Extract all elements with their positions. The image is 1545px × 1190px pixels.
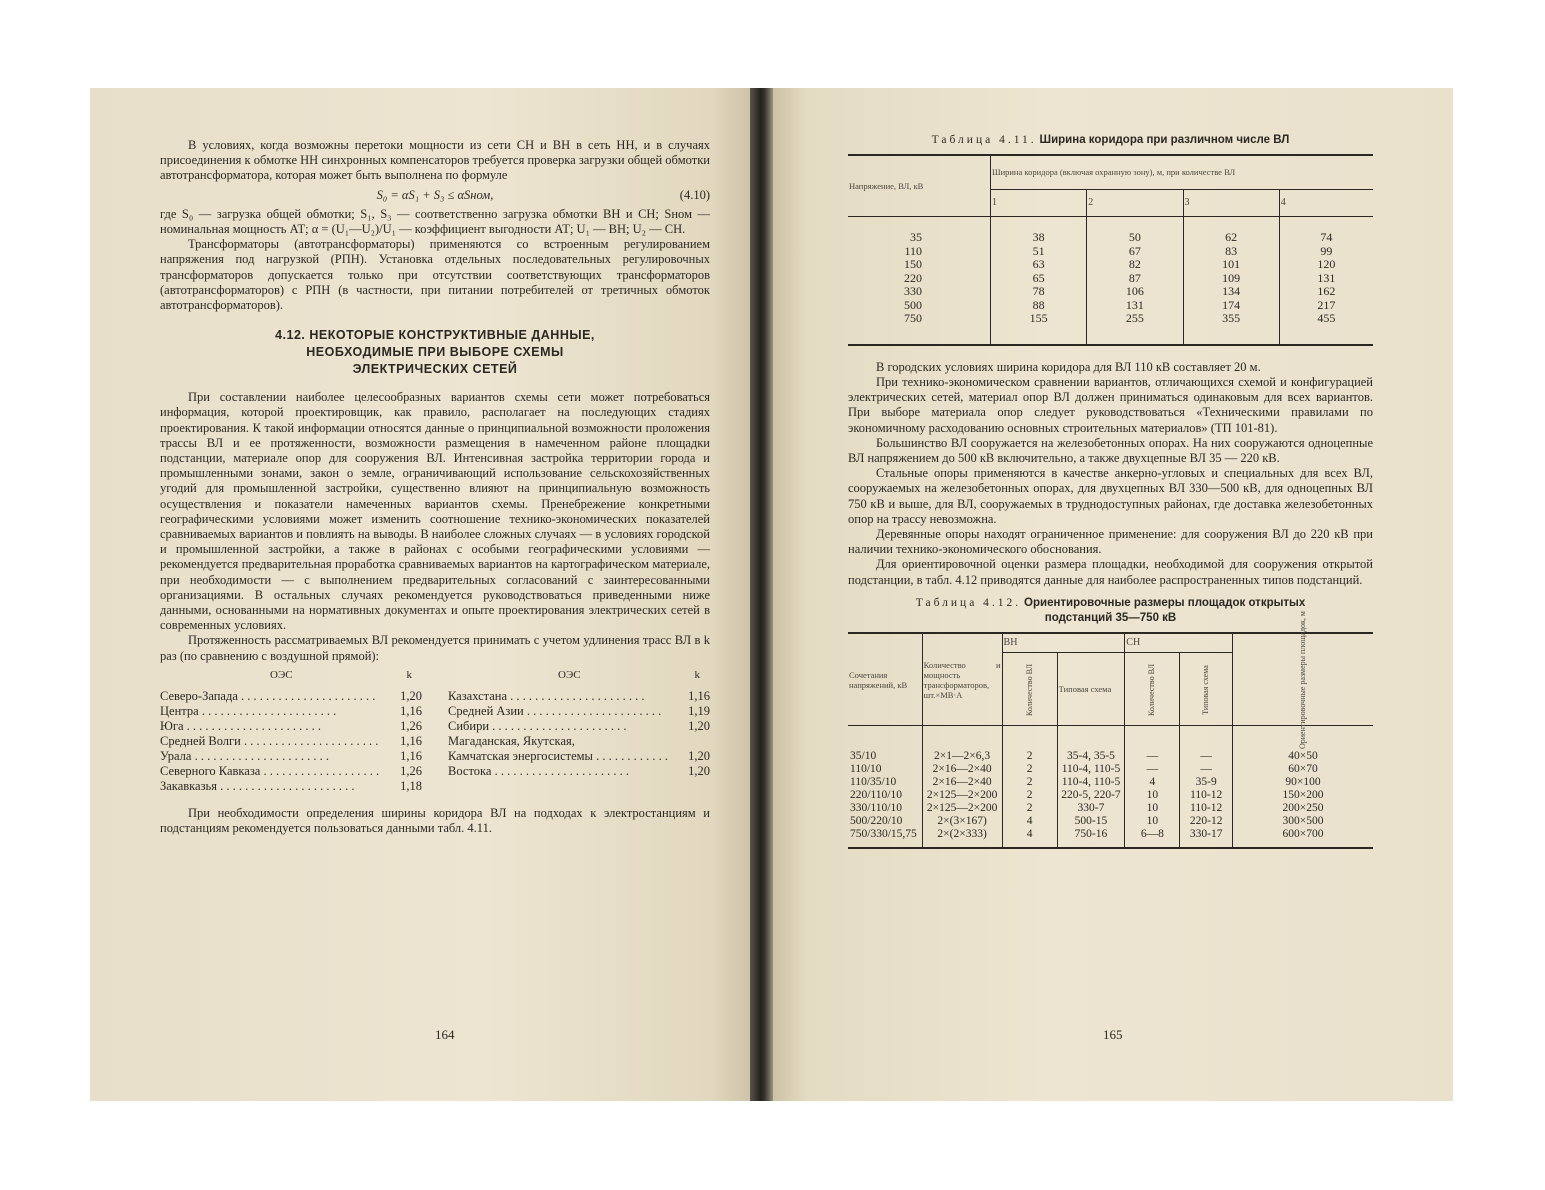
- oes-left-column: [160, 668, 422, 794]
- sn-lines-cell: —: [1125, 763, 1180, 776]
- comparison-paragraph: При технико-экономическом сравнении вариантов, отличающихся схемой и конфигурацией электрических сетей, материал опор ВЛ должен приниматься одинаковым для всех вариантов. При выборе материала опор следует руководствоваться «Техническими правилами по экономичному расходованию основных строительных материалов» (ТП 101-81).: [848, 374, 1373, 435]
- where-paragraph: где S₀ — загрузка общей обмотки; S₁, S₃ — соответственно загрузка обмотки ВН и СН; Sном — номинальная мощность АТ; α = (U₁—U₂)/U₁ — коэффициент выгодности АТ; U₁ — ВН; U₂ — СН.: [160, 206, 710, 237]
- oes-row: [448, 689, 710, 704]
- width-cell: 63: [991, 258, 1087, 272]
- combination-cell: 500/220/10: [848, 815, 922, 828]
- area-size-cell: 40×50: [1288, 750, 1318, 763]
- width-cell: 355: [1183, 312, 1279, 345]
- table-row: [848, 789, 1373, 802]
- substation-paragraph: Для ориентировочной оценки размера площадки, необходимой для сооружения открытой подстанции, в табл. 4.12 приводятся данные для наиболее распространенных типов подстанций.: [848, 557, 1373, 587]
- k-header: k: [694, 668, 700, 681]
- oes-k-value: 1,20: [400, 689, 422, 704]
- oes-name: Сибири . . .: [448, 719, 670, 734]
- table-4-11-label: Таблица 4.11.: [931, 134, 1037, 146]
- width-cell: 174: [1183, 299, 1279, 313]
- table-4-11-caption: [848, 133, 1373, 148]
- vn-lines-cell: 2: [1002, 726, 1057, 764]
- vn-scheme-cell: 220-5, 220-7: [1057, 789, 1125, 802]
- sn-scheme-cell: 110-12: [1180, 789, 1233, 802]
- oes-name: Урала . . .: [160, 749, 382, 764]
- lines-count-subheader: 1: [991, 189, 1087, 216]
- right-text-column: [848, 133, 1373, 849]
- left-page: [90, 88, 750, 1101]
- transformers-cell: 2×1—2×6,3: [922, 726, 1002, 764]
- oes-name: Средней Волги . . .: [160, 734, 382, 749]
- voltage-column-header: Напряжение, ВЛ, кВ: [848, 155, 991, 217]
- combination-cell: 220/110/10: [848, 789, 922, 802]
- transformers-cell: 2×(3×167): [922, 815, 1002, 828]
- voltage-cell: 110: [848, 245, 991, 259]
- width-cell: 38: [991, 217, 1087, 245]
- oes-row: [160, 764, 422, 779]
- table-4-12-caption: [848, 596, 1373, 626]
- area-size-cell: 200×250: [1282, 802, 1324, 815]
- oes-name: Камчатская энергосистемы . . .: [448, 749, 670, 764]
- steel-supports-paragraph: Стальные опоры применяются в качестве анкерно-угловых и специальных для всех ВЛ, сооружаемых на железобетонных опорах, для двухцепных ВЛ 330—500 кВ, для одноцепных ВЛ 750 кВ и выше, для ВЛ, сооружаемых в труднодоступных районах, где доставка железобетонных опор на трассу невозможна.: [848, 466, 1373, 526]
- k-header: k: [406, 668, 412, 681]
- width-cell: 50: [1087, 217, 1183, 245]
- formula-4-10: [160, 188, 710, 203]
- oes-name: Казахстана . . .: [448, 689, 670, 704]
- oes-row: [160, 704, 422, 719]
- width-cell: 88: [991, 299, 1087, 313]
- sn-typical-scheme-header: Типовая схема: [1180, 653, 1233, 726]
- oes-name: Юга . . .: [160, 719, 382, 734]
- table-row: [848, 285, 1373, 299]
- combination-cell: 35/10: [848, 726, 922, 764]
- table-row: [848, 258, 1373, 272]
- transformers-cell: 2×16—2×40: [922, 763, 1002, 776]
- table-4-12-title-line-1: Ориентировочные размеры площадок открытых: [1024, 596, 1306, 609]
- table-row: [848, 217, 1373, 245]
- sn-scheme-cell: 35-9: [1180, 776, 1233, 789]
- area-size-cell: 60×70: [1288, 763, 1318, 776]
- oes-name: Закавказья . . .: [160, 779, 382, 794]
- oes-row: [448, 749, 710, 764]
- width-cell: 106: [1087, 285, 1183, 299]
- width-cell: 162: [1317, 284, 1336, 299]
- corridor-paragraph: При необходимости определения ширины коридора ВЛ на подходах к электростанциям и подстанциям рекомендуется пользоваться данными табл. 4.11.: [160, 806, 710, 836]
- oes-row: [160, 749, 422, 764]
- sn-lines-cell: 10: [1125, 815, 1180, 828]
- corridor-width-header: Ширина коридора (включая охранную зону), м, при количестве ВЛ: [991, 155, 1374, 189]
- width-cell: 87: [1087, 272, 1183, 286]
- vn-lines-cell: 2: [1002, 776, 1057, 789]
- book-gutter: [750, 88, 773, 1101]
- width-cell: 82: [1087, 258, 1183, 272]
- oes-coefficient-list: [160, 668, 710, 794]
- oes-k-value: 1,16: [400, 749, 422, 764]
- sn-scheme-cell: —: [1180, 763, 1233, 776]
- table-row: [848, 776, 1373, 789]
- oes-right-column: [448, 668, 710, 794]
- vn-scheme-cell: 500-15: [1057, 815, 1125, 828]
- vn-lines-cell: 4: [1002, 815, 1057, 828]
- sn-scheme-cell: 330-17: [1180, 828, 1233, 848]
- vn-lines-cell: 4: [1002, 828, 1057, 848]
- oes-k-value: 1,19: [688, 704, 710, 719]
- table-row: [848, 815, 1373, 828]
- width-cell: 155: [991, 312, 1087, 345]
- oes-name: Северного Кавказа . . .: [160, 764, 382, 779]
- width-cell: 109: [1183, 272, 1279, 286]
- combination-header: Сочетания напряжений, кВ: [848, 633, 922, 726]
- voltage-cell: 500: [848, 299, 991, 313]
- sn-lines-cell: 4: [1125, 776, 1180, 789]
- page-number-left: 164: [435, 1027, 455, 1042]
- oes-header: ОЭС: [558, 668, 581, 681]
- heading-line-3: ЭЛЕКТРИЧЕСКИХ СЕТЕЙ: [352, 362, 518, 377]
- table-4-11: [848, 154, 1373, 346]
- oes-k-value: 1,16: [688, 689, 710, 704]
- sn-lines-cell: —: [1125, 726, 1180, 764]
- table-row: [848, 272, 1373, 286]
- width-cell: 99: [1320, 243, 1333, 258]
- oes-row: [160, 779, 422, 794]
- table-row: [848, 245, 1373, 259]
- oes-name: Центра . . .: [160, 704, 382, 719]
- vn-lines-count-header: Количество ВЛ: [1002, 653, 1057, 726]
- lines-count-subheader: 4: [1279, 189, 1373, 216]
- oes-k-value: 1,20: [688, 749, 710, 764]
- vn-lines-cell: 2: [1002, 763, 1057, 776]
- width-cell: 67: [1087, 245, 1183, 259]
- heading-line-1: 4.12. НЕКОТОРЫЕ КОНСТРУКТИВНЫЕ ДАННЫЕ,: [275, 328, 595, 343]
- oes-k-value: 1,18: [400, 779, 422, 794]
- oes-k-value: 1,16: [400, 734, 422, 749]
- oes-k-value: 1,26: [400, 764, 422, 779]
- table-row: [848, 299, 1373, 313]
- width-cell: 65: [991, 272, 1087, 286]
- oes-header: ОЭС: [270, 668, 293, 681]
- formula-text: S₀ = αS₁ + S₃ ≤ αSном,: [376, 187, 494, 202]
- transformers-cell: 2×125—2×200: [922, 789, 1002, 802]
- concrete-supports-paragraph: Большинство ВЛ сооружается на железобетонных опорах. На них сооружаются одноцепные ВЛ напряжением до 500 кВ включительно, а также двухцепные ВЛ 35 — 220 кВ.: [848, 435, 1373, 465]
- combination-cell: 750/330/15,75: [848, 828, 922, 848]
- area-size-header: Ориентировочные размеры площадок, м: [1232, 633, 1373, 726]
- oes-k-value: 1,16: [400, 704, 422, 719]
- lines-count-subheader: 2: [1087, 189, 1183, 216]
- voltage-cell: 750: [848, 312, 991, 345]
- transformers-cell: 2×125—2×200: [922, 802, 1002, 815]
- combination-cell: 110/10: [848, 763, 922, 776]
- transformers-paragraph: Трансформаторы (автотрансформаторы) применяются со встроенным регулированием напряжения под нагрузкой (РПН). Установка отдельных последовательных регулировочных трансформаторов допускается только при отсутствии соответствующих трансформаторов (автотрансформаторов) с РПН (в частности, при питании потребителей от третичных обмоток автотрансформаторов).: [160, 237, 710, 313]
- oes-row: [160, 719, 422, 734]
- formula-number: (4.10): [679, 187, 710, 202]
- voltage-cell: 150: [848, 258, 991, 272]
- table-row: [848, 312, 1373, 345]
- sn-lines-cell: 10: [1125, 802, 1180, 815]
- book-spread: [90, 88, 1453, 1101]
- left-text-column: [160, 138, 710, 837]
- area-size-cell: 150×200: [1282, 789, 1324, 802]
- sn-header: СН: [1125, 633, 1233, 653]
- wooden-supports-paragraph: Деревянные опоры находят ограниченное применение: для сооружения ВЛ до 220 кВ при наличии технико-экономического обоснования.: [848, 526, 1373, 557]
- intro-paragraph: В условиях, когда возможны перетоки мощности из сети СН и ВН в сеть НН, и в случаях присоединения к обмотке НН синхронных компенсаторов требуется проверка загрузки общей обмотки автотрансформатора, которая может быть выполнена по формуле: [160, 138, 710, 183]
- table-row: [848, 828, 1373, 848]
- voltage-cell: 35: [848, 217, 991, 245]
- sn-lines-count-header: Количество ВЛ: [1125, 653, 1180, 726]
- vn-header: ВН: [1002, 633, 1125, 653]
- width-cell: 74: [1320, 230, 1333, 245]
- width-cell: 255: [1087, 312, 1183, 345]
- section-heading: [160, 327, 710, 378]
- vn-typical-scheme-header: Типовая схема: [1057, 653, 1125, 726]
- urban-paragraph: В городских условиях ширина коридора для ВЛ 110 кВ составляет 20 м.: [876, 359, 1261, 374]
- sn-scheme-cell: 220-12: [1180, 815, 1233, 828]
- table-row: [848, 726, 1373, 764]
- oes-k-value: 1,20: [688, 719, 710, 734]
- table-4-12-title-line-2: подстанций 35—750 кВ: [1044, 611, 1177, 624]
- oes-row: [448, 704, 710, 719]
- width-cell: 120: [1317, 257, 1336, 272]
- oes-k-value: 1,26: [400, 719, 422, 734]
- lines-count-subheader: 3: [1183, 189, 1279, 216]
- oes-row: [160, 689, 422, 704]
- oes-name: Востока . . .: [448, 764, 670, 779]
- width-cell: 217: [1317, 297, 1336, 312]
- right-page: [773, 88, 1453, 1101]
- width-cell: 83: [1183, 245, 1279, 259]
- table-row: [848, 802, 1373, 815]
- area-size-cell: 300×500: [1282, 815, 1324, 828]
- width-cell: 62: [1183, 217, 1279, 245]
- oes-k-value: 1,20: [688, 764, 710, 779]
- oes-name: Средней Азии . . .: [448, 704, 670, 719]
- vn-lines-cell: 2: [1002, 802, 1057, 815]
- width-cell: 78: [991, 285, 1087, 299]
- sn-lines-cell: 6—8: [1125, 828, 1180, 848]
- variants-paragraph: При составлении наиболее целесообразных вариантов схемы сети может потребоваться информация, которой проектировщик, как правило, располагает на последующих стадиях проектирования. К такой информации относятся данные о принципиальной возможности проложения трассы ВЛ и ее протяженности, возможности размещения в намеченном районе площадки подстанции, материале опор для сооружения ВЛ. Интенсивная застройка территории города и промышленными зонами, закон о земле, ограничивающий использование сельскохозяйственных угодий для промышленной застройки, существенно влияют на принципиальную возможность осуществления и показатели намеченных вариантов схемы. Пренебрежение конкретными географическими условиями может изменить соотношение технико-экономических показателей сравниваемых вариантов и повлиять на выводы. В наиболее сложных случаях — в условиях городской и промышленной застройки, а также в районах с особыми географическими условиями — рекомендуется предварительная проработка сравниваемых вариантов на картографическом материале, при необходимости — с выполнением предварительных согласований с заинтересованными организациями. В остальных случаях рекомендуется руководствоваться приведенными ниже данными, основанными на нормативных документах и опыте проектирования электрических сетей в современных условиях.: [160, 390, 710, 633]
- vn-scheme-cell: 330-7: [1057, 802, 1125, 815]
- combination-cell: 330/110/10: [848, 802, 922, 815]
- sn-scheme-cell: 110-12: [1180, 802, 1233, 815]
- width-cell: 131: [1317, 270, 1336, 285]
- voltage-cell: 220: [848, 272, 991, 286]
- vn-scheme-cell: 110-4, 110-5: [1057, 763, 1125, 776]
- oes-name: Северо-Запада . . .: [160, 689, 382, 704]
- area-size-cell: 90×100: [1285, 776, 1321, 789]
- transformers-cell: 2×16—2×40: [922, 776, 1002, 789]
- oes-row: [448, 719, 710, 734]
- width-cell: 131: [1087, 299, 1183, 313]
- table-row: [848, 763, 1373, 776]
- combination-cell: 110/35/10: [848, 776, 922, 789]
- vn-scheme-cell: 110-4, 110-5: [1057, 776, 1125, 789]
- page-number-right: 165: [1103, 1027, 1123, 1042]
- oes-k-value: [670, 734, 710, 749]
- transformers-cell: 2×(2×333): [922, 828, 1002, 848]
- sn-lines-cell: 10: [1125, 789, 1180, 802]
- oes-row: [448, 734, 710, 749]
- table-4-11-title: Ширина коридора при различном числе ВЛ: [1039, 134, 1290, 146]
- length-paragraph: Протяженность рассматриваемых ВЛ рекомендуется принимать с учетом удлинения трасс ВЛ в k раз (по сравнению с воздушной прямой):: [160, 633, 710, 663]
- oes-name: Магаданская, Якутская,: [448, 734, 575, 749]
- vn-scheme-cell: 750-16: [1057, 828, 1125, 848]
- sn-scheme-cell: —: [1180, 726, 1233, 764]
- oes-row: [160, 734, 422, 749]
- voltage-cell: 330: [848, 285, 991, 299]
- width-cell: 134: [1183, 285, 1279, 299]
- table-4-12-label: Таблица 4.12.: [915, 596, 1022, 609]
- heading-line-2: НЕОБХОДИМЫЕ ПРИ ВЫБОРЕ СХЕМЫ: [306, 345, 564, 360]
- vn-lines-cell: 2: [1002, 789, 1057, 802]
- transformer-count-header: Количество и мощность трансформаторов, шт.×МВ·А: [922, 633, 1002, 726]
- width-cell: 51: [991, 245, 1087, 259]
- area-size-cell: 600×700: [1282, 828, 1324, 841]
- vn-scheme-cell: 35-4, 35-5: [1057, 726, 1125, 764]
- width-cell: 101: [1183, 258, 1279, 272]
- oes-row: [448, 764, 710, 779]
- width-cell: 455: [1317, 311, 1336, 326]
